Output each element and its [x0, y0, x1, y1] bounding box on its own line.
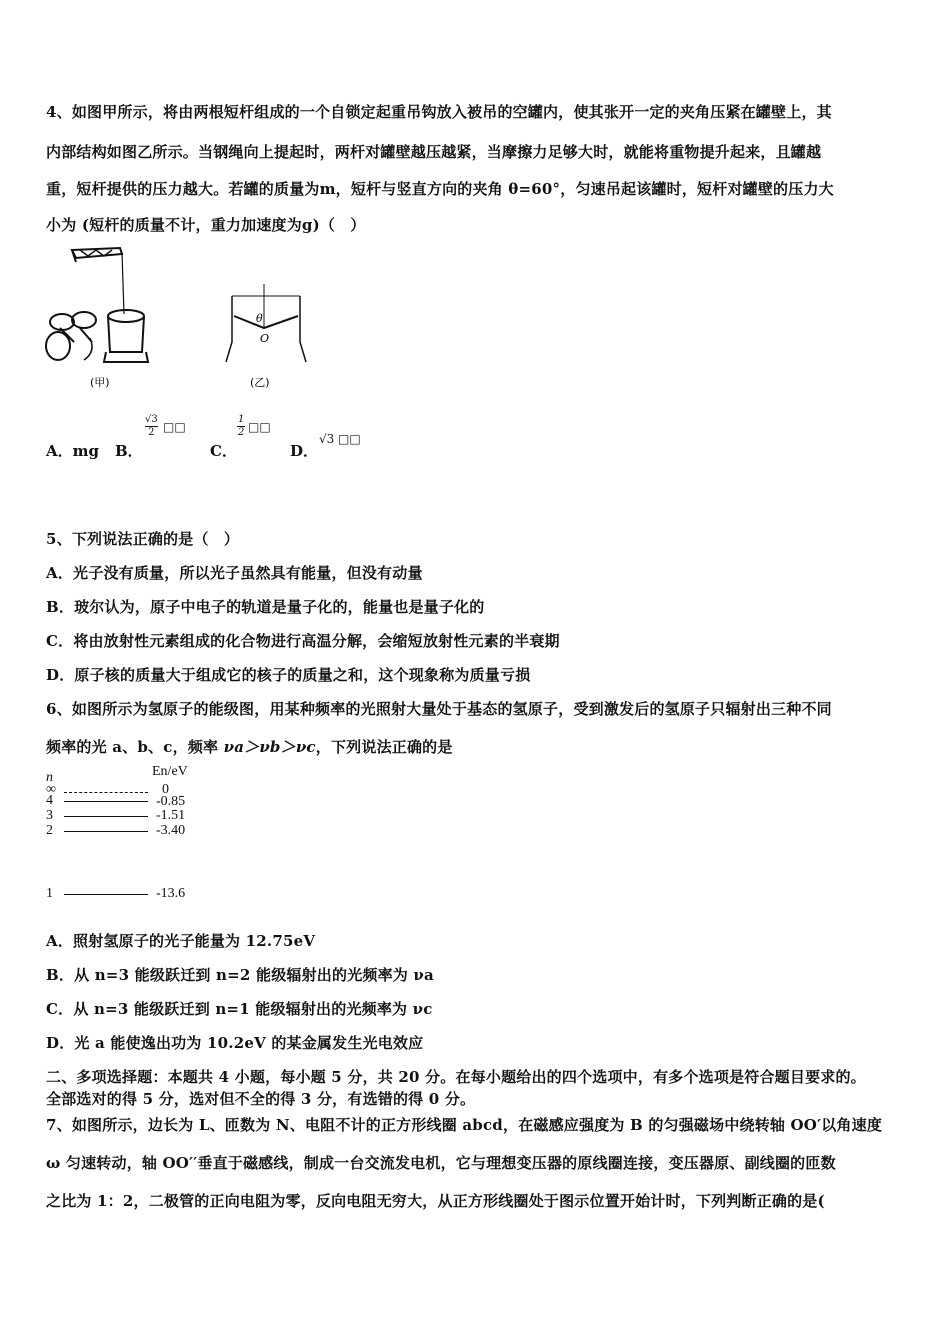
energy-level-n: 4 [46, 793, 53, 808]
q6-frequency-relation: νa＞νb＞νc [223, 738, 316, 756]
q4-option-b: B． [115, 442, 143, 460]
energy-axis-label: En/eV [152, 764, 188, 779]
energy-level-n: ∞ [46, 782, 56, 797]
figure-yi-o: O [260, 332, 270, 345]
q4-stem-line-3: 重，短杆提供的压力越大。若罐的质量为m，短杆与竖直方向的夹角 θ=60°，匀速吊起该罐时，短杆对罐壁的压力大 [46, 180, 834, 198]
q5-option-d: D．原子核的质量大于组成它的核子的质量之和，这个现象称为质量亏损 [46, 666, 531, 684]
energy-level-value: -0.85 [156, 794, 186, 809]
energy-level-line-4 [64, 801, 148, 802]
figure-yi-theta: θ [256, 312, 263, 325]
q5-option-a: A．光子没有质量，所以光子虽然具有能量，但没有动量 [46, 564, 423, 582]
q4-stem-line-1: 4、如图甲所示，将由两根短杆组成的一个自锁定起重吊钩放入被吊的空罐内，使其张开一定的夹角压紧在罐壁上，其 [46, 103, 832, 121]
q6-stem-line-1: 6、如图所示为氢原子的能级图，用某种频率的光照射大量处于基态的氢原子，受到激发后的氢原子只辐射出三种不同 [46, 700, 832, 718]
energy-level-line-2 [64, 831, 148, 832]
fraction-numerator: √3 [145, 414, 158, 425]
q4-stem-line-4: 小为 (短杆的质量不计，重力加速度为g)（ ） [46, 216, 366, 234]
figure-jia [40, 242, 160, 392]
energy-level-value: 0 [162, 782, 169, 797]
fraction-denominator: 2 [148, 427, 155, 438]
q4-option-c-mg: □□ [248, 420, 271, 434]
q4-option-d-mg: □□ [338, 432, 361, 446]
q6-stem-post: ，下列说法正确的是 [315, 738, 453, 756]
q4-option-d: D． [290, 442, 319, 460]
q4-stem-line-2: 内部结构如图乙所示。当钢绳向上提起时，两杆对罐壁越压越紧，当摩擦力足够大时，就能将重物提升起来，且罐越 [46, 143, 822, 161]
figure-yi-caption: (乙) [250, 376, 270, 389]
energy-level-value: -3.40 [156, 823, 186, 838]
section2-heading-line-1: 二、多项选择题：本题共 4 小题，每小题 5 分，共 20 分。在每小题给出的四个选项中，有多个选项是符合题目要求的。 [46, 1068, 866, 1086]
figure-jia-caption: (甲) [90, 376, 110, 389]
q4-option-d-sqrt: √3 [319, 432, 335, 446]
q6-option-a: A．照射氢原子的光子能量为 12.75eV [46, 932, 316, 950]
q6-stem-pre: 频率的光 a、b、c，频率 [46, 738, 224, 756]
energy-level-value: -1.51 [156, 808, 186, 823]
q6-option-b: B．从 n=3 能级跃迁到 n=2 能级辐射出的光频率为 νa [46, 966, 434, 984]
q4-option-c-fraction [237, 414, 245, 439]
fraction-numerator: 1 [238, 414, 245, 425]
q4-option-b-fraction [145, 414, 158, 439]
energy-level-value: -13.6 [156, 886, 186, 901]
energy-level-n: 2 [46, 823, 53, 838]
energy-level-n: 1 [46, 886, 53, 901]
q7-stem-line-2: ω 匀速转动，轴 OO′′垂直于磁感线，制成一台交流发电机，它与理想变压器的原线圈连接，变压器原、副线圈的匝数 [46, 1154, 836, 1172]
energy-level-n: 3 [46, 808, 53, 823]
figure-yi [220, 282, 310, 392]
q5-stem: 5、下列说法正确的是（ ） [46, 530, 240, 548]
energy-level-line-1 [64, 894, 148, 895]
q5-option-b: B．玻尔认为，原子中电子的轨道是量子化的，能量也是量子化的 [46, 598, 485, 616]
energy-n-label: n [46, 770, 53, 785]
q6-stem-line-2 [46, 736, 453, 757]
fraction-denominator: 2 [238, 427, 245, 438]
q4-option-b-mg: □□ [163, 420, 186, 434]
energy-level-line-3 [64, 816, 148, 817]
q6-option-d: D．光 a 能使逸出功为 10.2eV 的某金属发生光电效应 [46, 1034, 424, 1052]
section2-heading-line-2: 全部选对的得 5 分，选对但不全的得 3 分，有选错的得 0 分。 [46, 1090, 476, 1108]
q6-option-c: C．从 n=3 能级跃迁到 n=1 能级辐射出的光频率为 νc [46, 1000, 433, 1018]
energy-level-line-inf [64, 792, 148, 793]
q7-stem-line-1: 7、如图所示，边长为 L、匝数为 N、电阻不计的正方形线圈 abcd，在磁感应强度为 B 的匀强磁场中绕转轴 OO′以角速度 [46, 1116, 883, 1134]
q4-option-a: A．mg [46, 442, 99, 460]
q7-stem-line-3: 之比为 1：2，二极管的正向电阻为零，反向电阻无穷大，从正方形线圈处于图示位置开始计时，下列判断正确的是( [46, 1192, 825, 1210]
q4-option-c: C． [210, 442, 237, 460]
q5-option-c: C．将由放射性元素组成的化合物进行高温分解，会缩短放射性元素的半衰期 [46, 632, 560, 650]
